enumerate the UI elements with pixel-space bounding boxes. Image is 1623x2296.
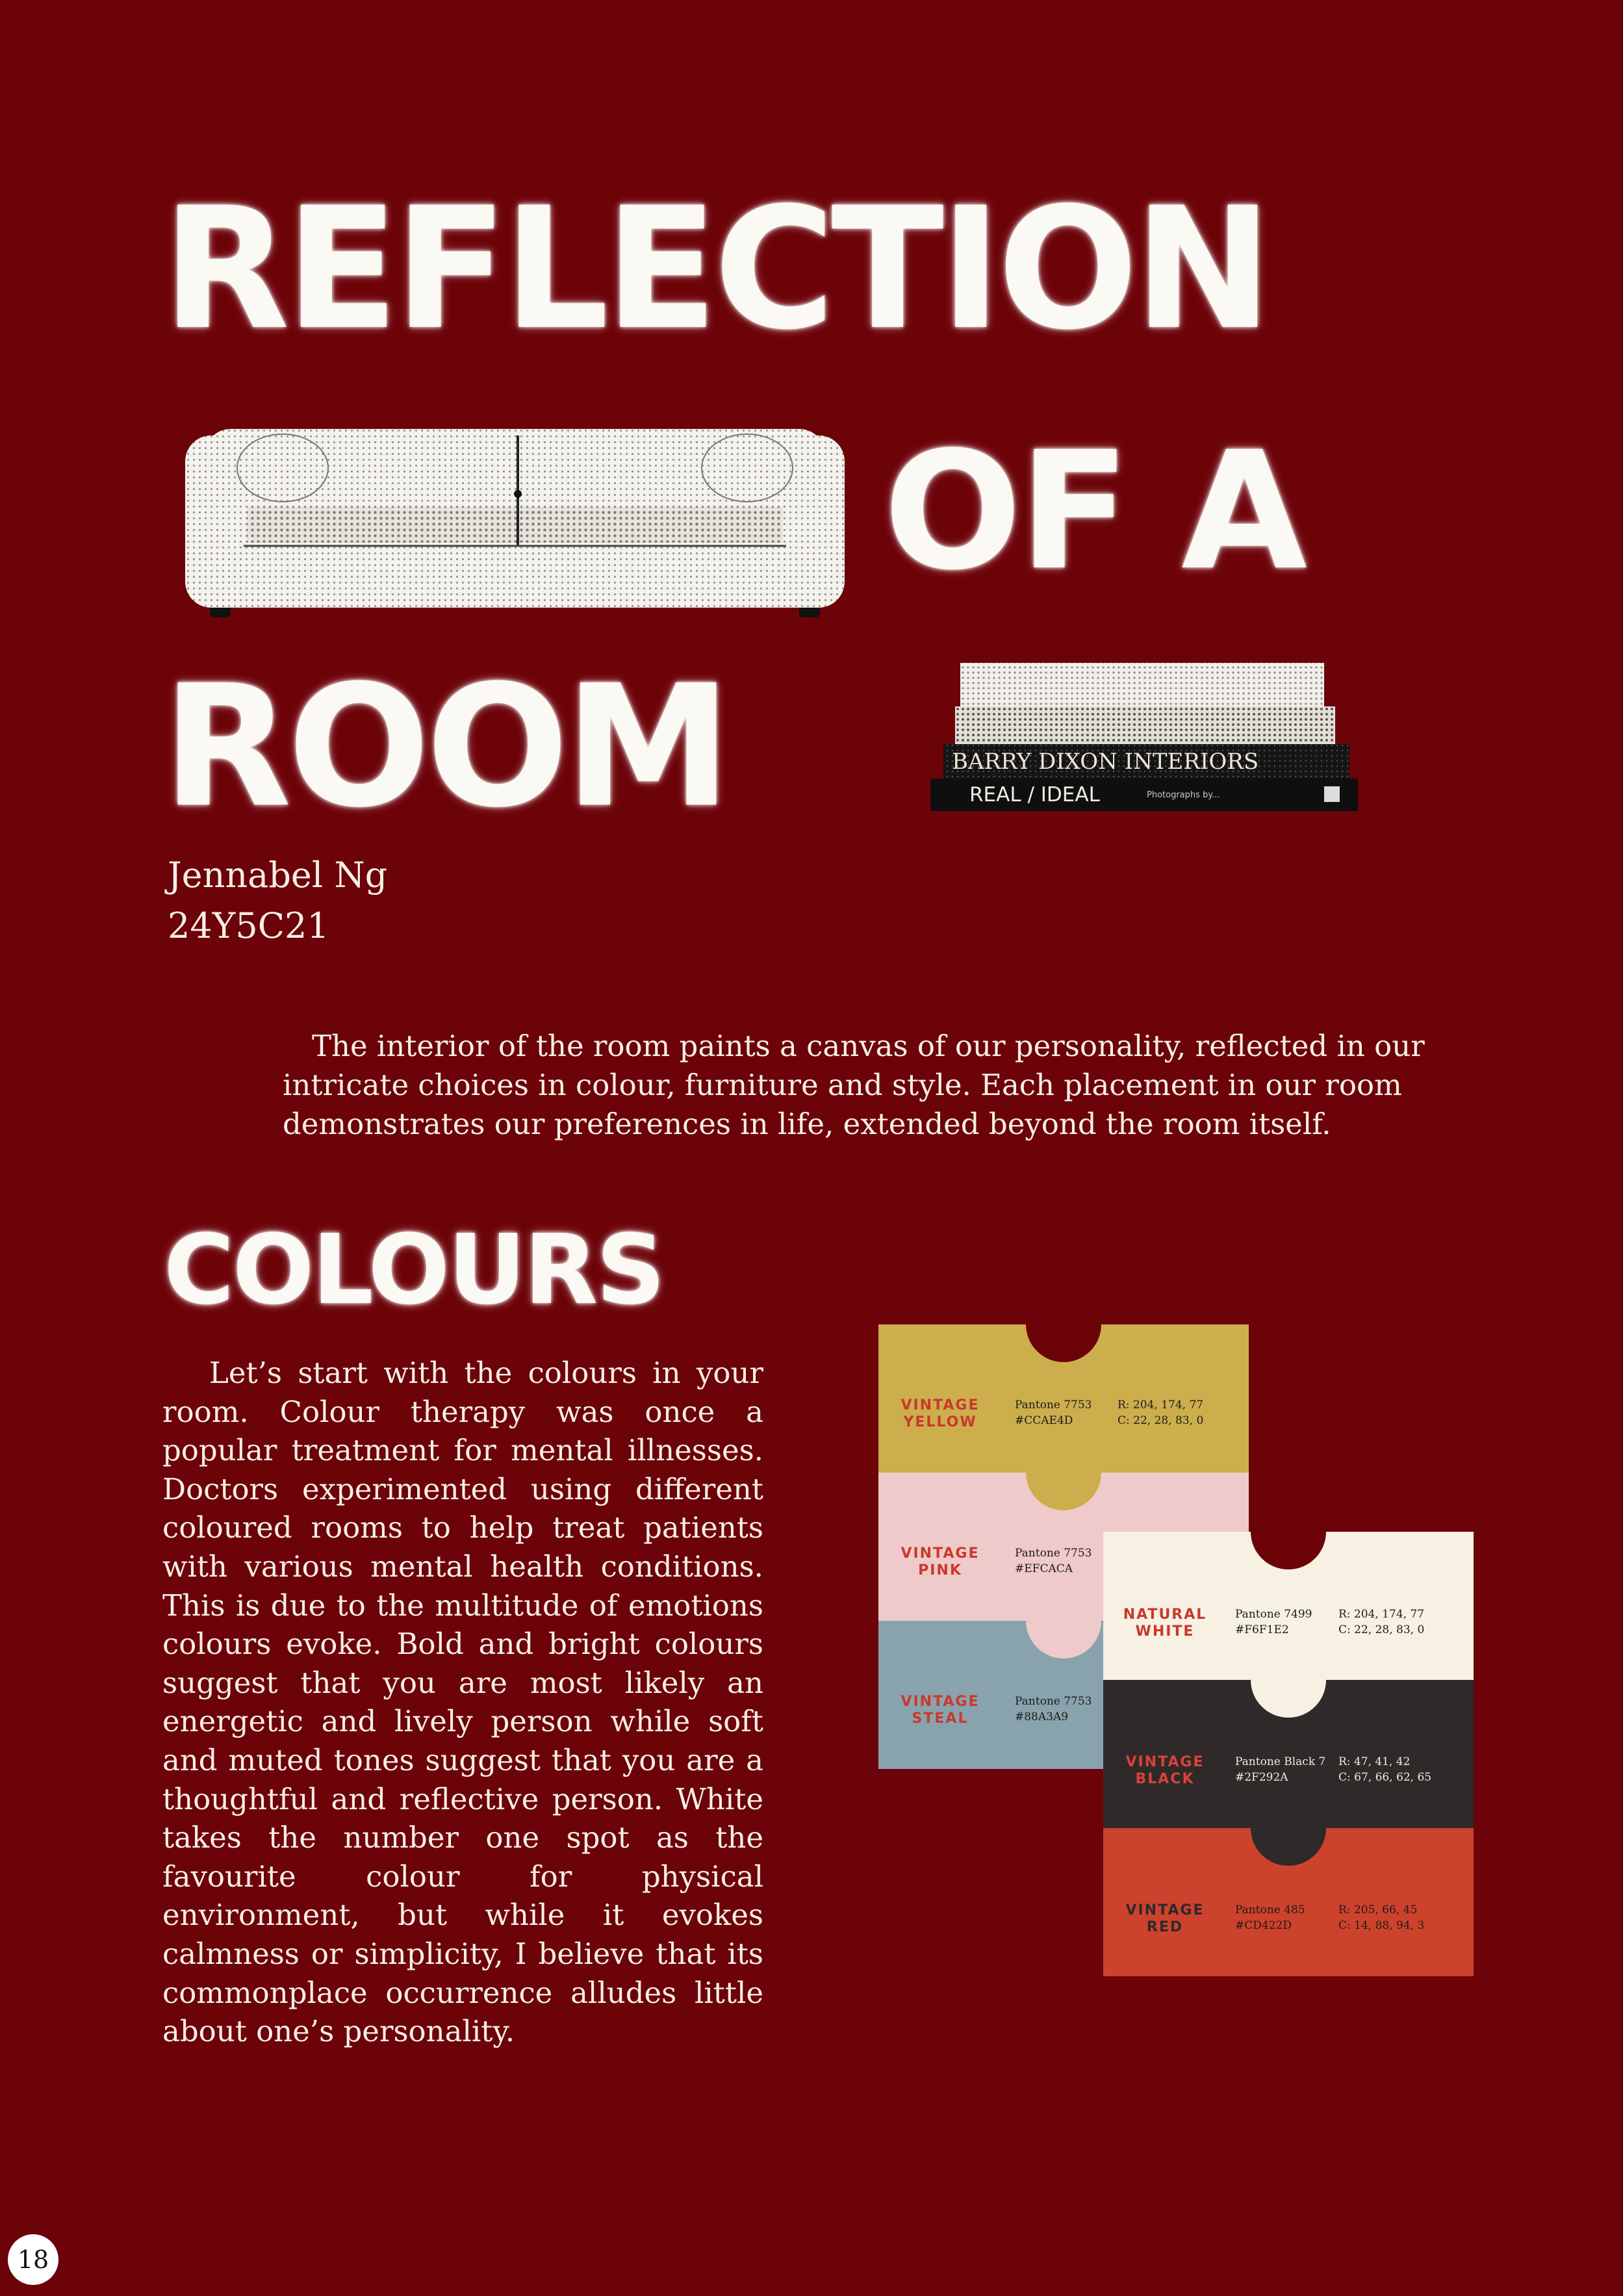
palette-right-stack: [1103, 1532, 1474, 1976]
title-of-a: OF A: [884, 417, 1305, 606]
book-spine-title: REAL / IDEAL: [969, 783, 1100, 806]
author-id: 24Y5C21: [168, 905, 329, 947]
swatch-vintage-black: VINTAGE BLACK Pantone Black 7 #2F292A R: 47, 41, 42 C: 67, 66, 62, 65: [1103, 1680, 1474, 1828]
swatch-vintage-yellow: VINTAGE YELLOW Pantone 7753 #CCAE4D R: 204, 174, 77 C: 22, 28, 83, 0: [878, 1324, 1249, 1473]
swatch-vintage-pink: VINTAGE PINK Pantone 7753 #EFCACA: [878, 1473, 1249, 1621]
book-spine-subtitle: Photographs by...: [1147, 790, 1220, 800]
book-stack-illustration: [929, 660, 1358, 812]
section-heading: COLOURS: [164, 1214, 664, 1326]
swatch-natural-white: NATURAL WHITE Pantone 7499 #F6F1E2 R: 204, 174, 77 C: 22, 28, 83, 0: [1103, 1532, 1474, 1680]
intro-paragraph: The interior of the room paints a canvas of our personality, reflected in our intricate choices in colour, furniture and style. Each placement in our room demonstrates our preferences in life, extended beyond the room itself.: [283, 1029, 1425, 1141]
book-spine-title: BARRY DIXON INTERIORS: [952, 749, 1259, 775]
swatch-vintage-steal: VINTAGE STEAL Pantone 7753 #88A3A9: [878, 1621, 1249, 1769]
body-paragraph: Let’s start with the colours in your room. Colour therapy was once a popular treatment for mental illnesses. Doctors experimented using different coloured rooms to help treat patients with various mental health conditions. This is due to the multitude of emotions colours evoke. Bold and bright colours suggest that you are most likely an energetic and lively person while soft and muted tones suggest that you are a thoughtful and reflective person. White takes the number one spot as the favourite colour for physical environment, but while it evokes calmness or simplicity, I believe that its commonplace occurrence alludes little about one’s personality.: [162, 1356, 763, 2049]
swatch-vintage-red: VINTAGE RED Pantone 485 #CD422D R: 205, 66, 45 C: 14, 88, 94, 3: [1103, 1828, 1474, 1976]
title-reflection: REFLECTION: [162, 172, 1269, 367]
page-number: 18: [8, 2234, 58, 2285]
author-block: [168, 850, 387, 952]
title-room: ROOM: [162, 649, 728, 844]
book-emblem-icon: [1324, 786, 1340, 802]
sofa-illustration: [185, 416, 845, 630]
author-name: Jennabel Ng: [168, 855, 388, 896]
